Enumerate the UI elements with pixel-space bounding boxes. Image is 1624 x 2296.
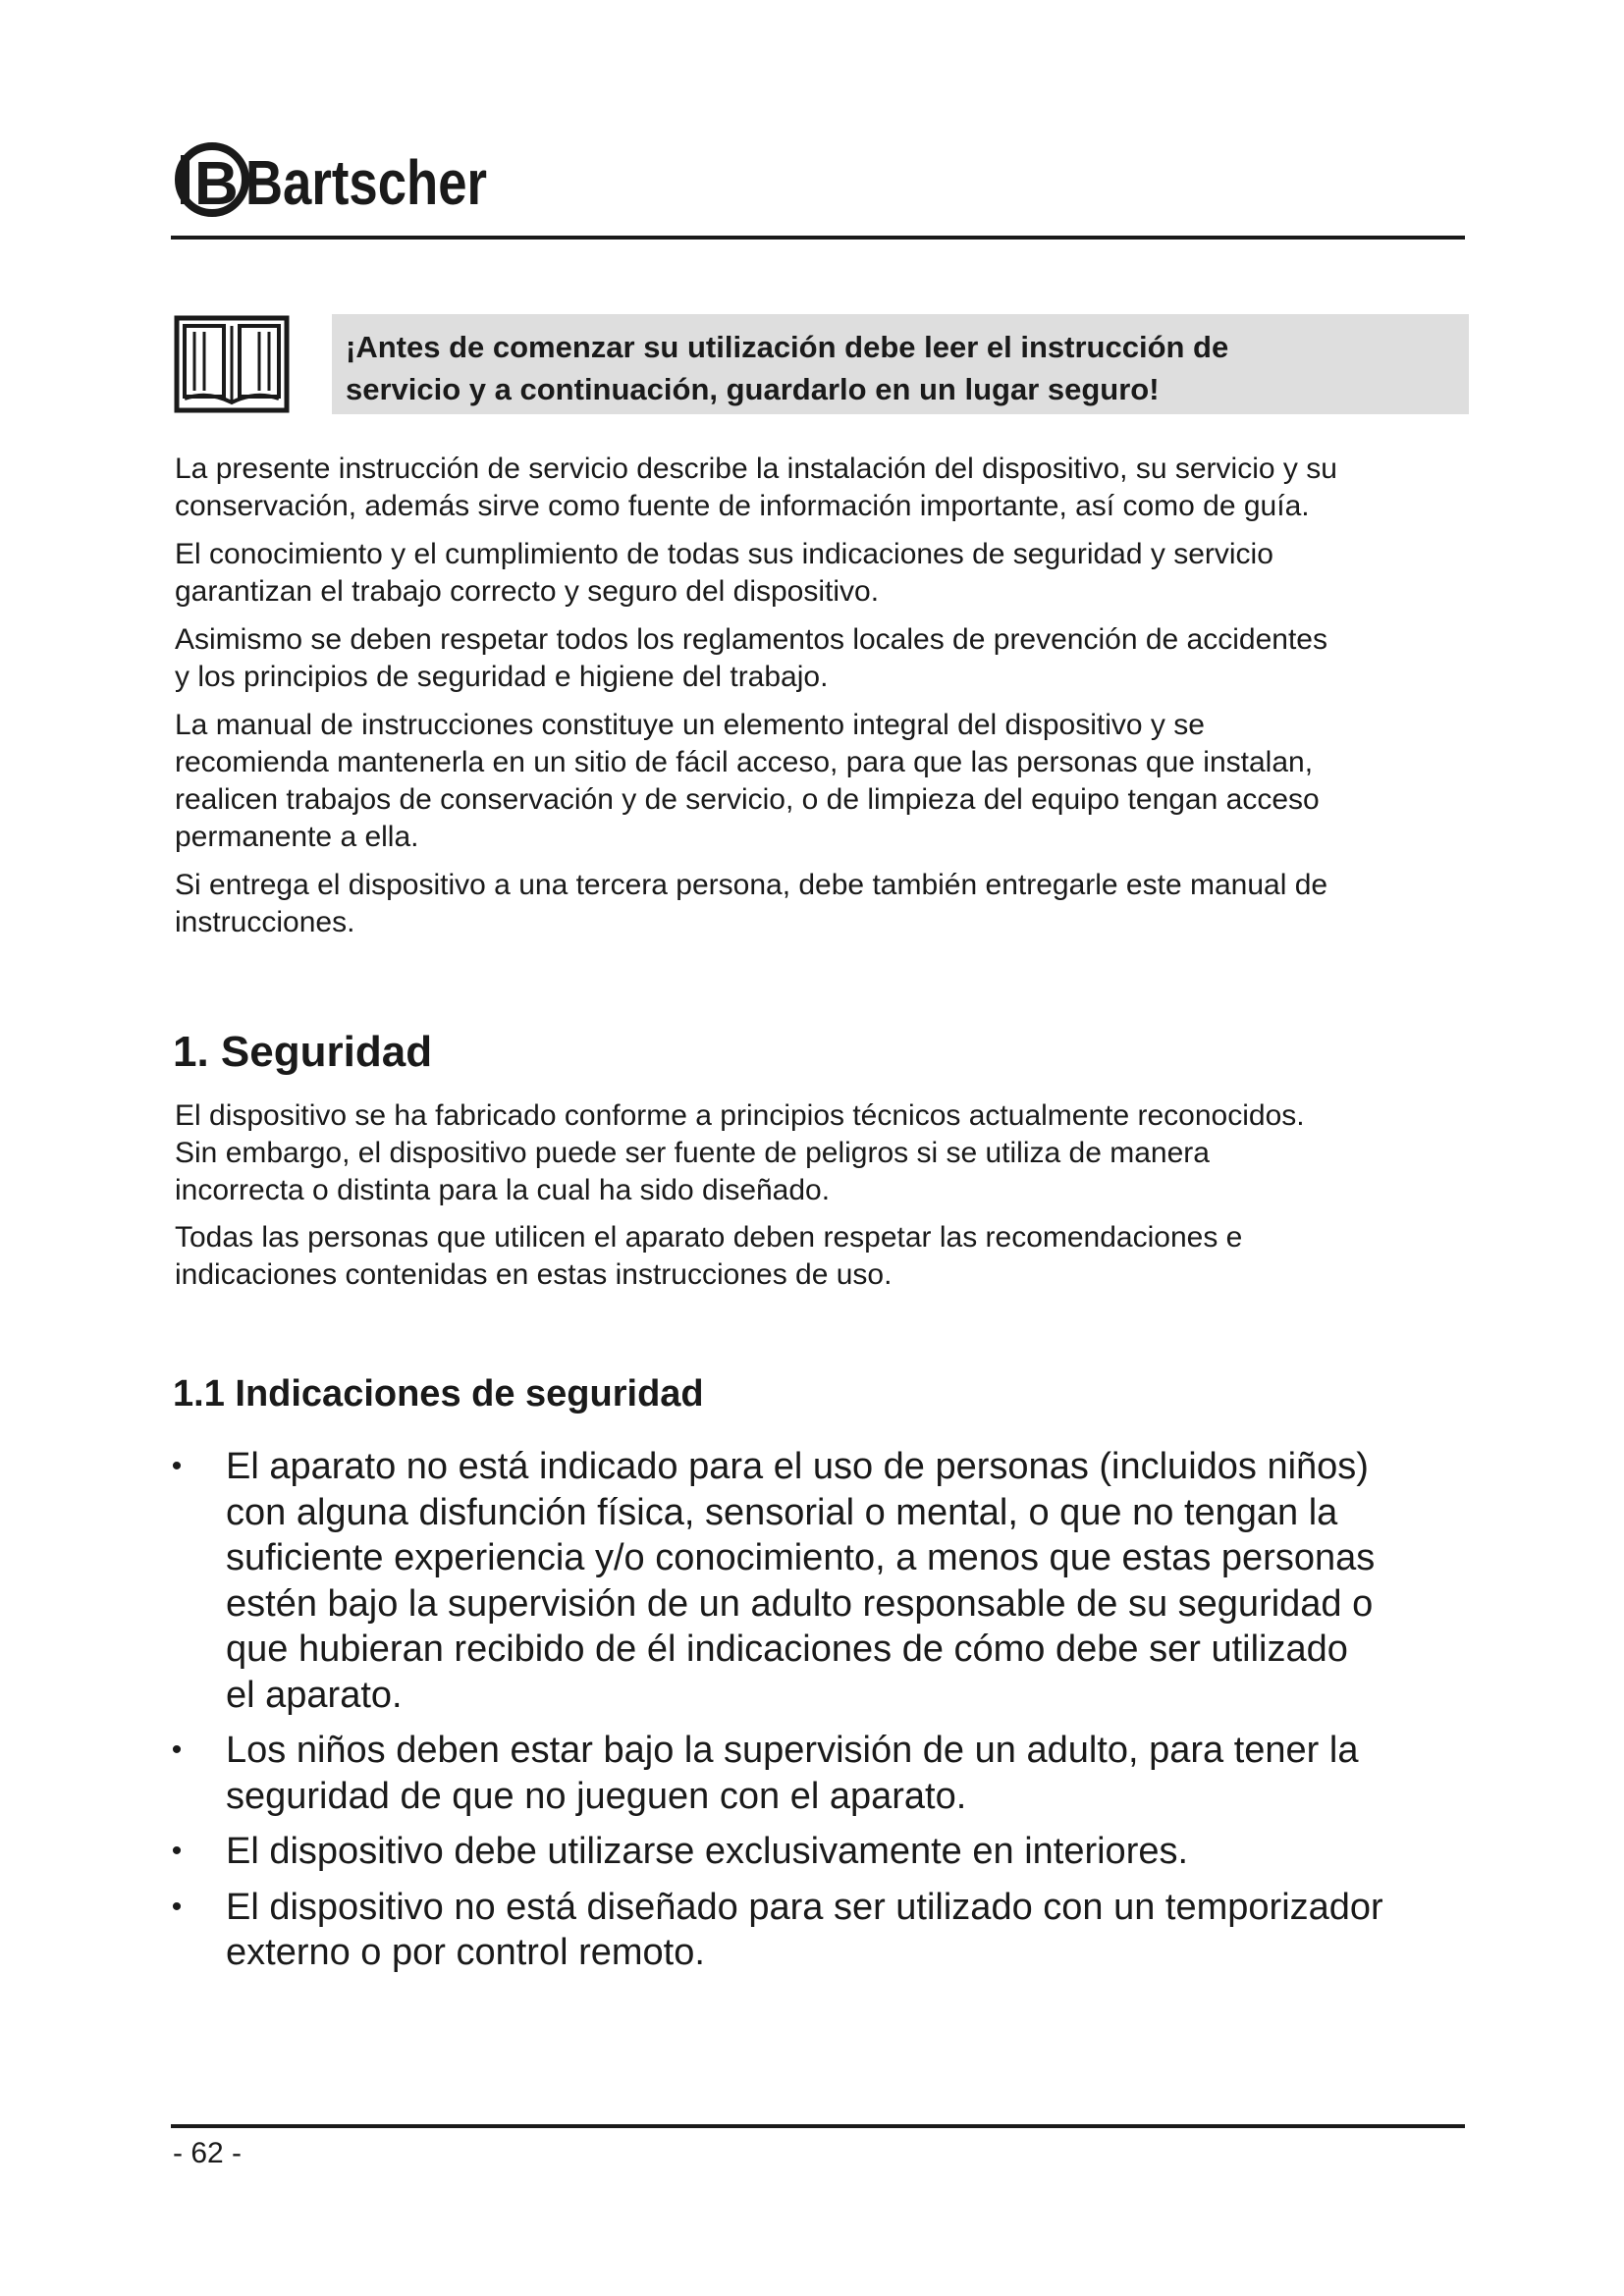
bartscher-logo-icon xyxy=(175,126,489,234)
bullet-icon: • xyxy=(171,1890,183,1923)
brand-logo xyxy=(175,126,489,234)
intro-paragraph: La manual de instrucciones constituye un elemento integral del dispositivo y se recomienda mantenerla en un sitio de fácil acceso, para que las personas que instalan, realicen trabajos de conservación y de servicio, o de limpieza del equipo tengan acceso permanente a ella. xyxy=(175,709,1320,853)
page-number: - 62 - xyxy=(173,2137,243,2169)
intro-paragraph: Asimismo se deben respetar todos los reglamentos locales de prevención de accidentes y los principios de seguridad e higiene del trabajo. xyxy=(175,623,1327,693)
section-title-indicaciones: 1.1 Indicaciones de seguridad xyxy=(173,1373,704,1415)
bullet-icon: • xyxy=(171,1450,183,1482)
footer-divider xyxy=(171,2124,1465,2128)
svg-text:B: B xyxy=(194,150,239,218)
section-title-seguridad: 1. Seguridad xyxy=(173,1028,433,1076)
notice-line: servicio y a continuación, guardarlo en un lugar seguro! xyxy=(346,372,1160,406)
brand-name: Bartscher xyxy=(245,147,487,218)
intro-paragraph: Si entrega el dispositivo a una tercera persona, debe también entregarle este manual de instrucciones. xyxy=(175,869,1328,938)
bullet-icon: • xyxy=(171,1835,183,1867)
header-divider xyxy=(171,236,1465,240)
list-item: • Los niños deben estar bajo la supervisión de un adulto, para tener la seguridad de que no jueguen con el aparato. xyxy=(167,1728,1483,1819)
list-item: • El dispositivo no está diseñado para ser utilizado con un temporizador externo o por control remoto. xyxy=(167,1885,1483,1976)
section-paragraph: El dispositivo se ha fabricado conforme a principios técnicos actualmente reconocidos. Sin embargo, el dispositivo puede ser fuente de peligros si se utiliza de manera incorrecta o distinta para la cual ha sido diseñado. xyxy=(175,1099,1305,1206)
safety-list xyxy=(167,1444,1483,1986)
read-manual-notice xyxy=(332,314,1469,414)
bullet-icon: • xyxy=(171,1734,183,1766)
section-seguridad-text xyxy=(175,1097,1481,1304)
intro-paragraph: La presente instrucción de servicio describe la instalación del dispositivo, su servicio y su conservación, además sirve como fuente de información importante, así como de guía. xyxy=(175,453,1337,522)
notice-line: ¡Antes de comenzar su utilización debe leer el instrucción de xyxy=(346,330,1229,364)
list-item: • El dispositivo debe utilizarse exclusivamente en interiores. xyxy=(167,1829,1483,1875)
list-item: • El aparato no está indicado para el uso de personas (incluidos niños) con alguna disfunción física, sensorial o mental, o que no tengan la suficiente experiencia y/o conocimiento, a menos que estas personas estén bajo la supervisión de un adulto responsable de su seguridad o que hubieran recibido de él indicaciones de cómo debe ser utilizado el aparato. xyxy=(167,1444,1483,1718)
intro-paragraph: El conocimiento y el cumplimiento de todas sus indicaciones de seguridad y servicio garantizan el trabajo correcto y seguro del dispositivo. xyxy=(175,538,1273,608)
section-paragraph: Todas las personas que utilicen el aparato deben respetar las recomendaciones e indicaciones contenidas en estas instrucciones de uso. xyxy=(175,1221,1243,1291)
open-book-icon xyxy=(173,312,291,416)
intro-text xyxy=(175,451,1481,952)
